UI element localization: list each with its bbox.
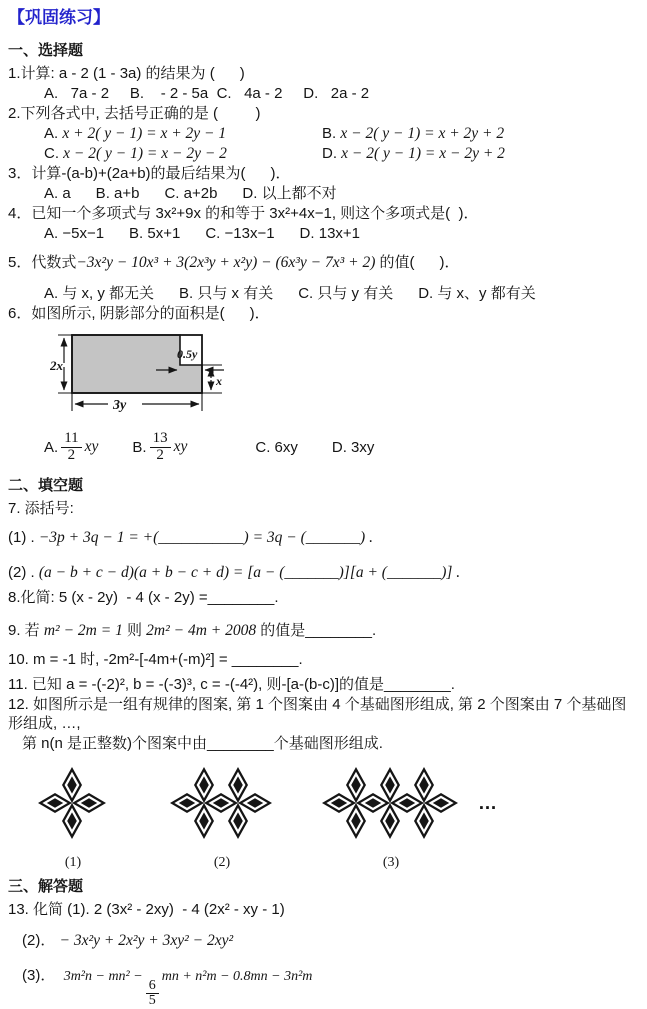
q2-options-row1 bbox=[8, 124, 637, 143]
q4-options: A. −5x−1 B. 5x+1 C. −13x−1 D. 13x+1 bbox=[44, 225, 361, 242]
q8-text: 8.化简: 5 (x - 2y) - 4 (x - 2y) =________. bbox=[8, 588, 279, 606]
q2-option-c: C. x − 2( y − 1) = x − 2y − 2 bbox=[44, 145, 227, 162]
section-choice-heading: 一、选择题 bbox=[8, 42, 84, 59]
pattern-figure-row bbox=[38, 757, 637, 871]
q7-part2: (2) . (a − b + c − d)(a + b − c + d) = [a − (_______)][a + (_______)] . bbox=[8, 563, 461, 581]
q6-text: 6．如图所示, 阴影部分的面积是( )． bbox=[8, 305, 270, 322]
pattern-item bbox=[322, 757, 460, 871]
flower-pattern-svg bbox=[38, 757, 108, 849]
q10-text: 10. m = -1 时, -2m²-[-4m+(-m)²] = ________. bbox=[8, 650, 303, 668]
q3-options: A. a B. a+b C. a+2b D. 以上都不对 bbox=[44, 185, 337, 202]
q12-line2: 第 n(n 是正整数)个图案中由________个基础图形组成. bbox=[22, 734, 383, 752]
q9-text: 9. 若 m² − 2m = 1 则 2m² − 4m + 2008 的值是________. bbox=[8, 621, 377, 639]
label-x: x bbox=[216, 374, 222, 388]
label-05y: 0.5y bbox=[177, 347, 198, 361]
q4-text: 4．已知一个多项式与 3x²+9x 的和等于 3x²+4x−1, 则这个多项式是( )． bbox=[8, 205, 479, 222]
pattern-item bbox=[170, 757, 274, 871]
shaded-area-figure-svg bbox=[50, 329, 232, 417]
q13-fraction: $\frac{6}{5}$ bbox=[146, 979, 159, 1009]
q6-option-b-fraction: $\frac{13}{2}$ bbox=[150, 431, 171, 464]
q5-options: A. 与 x, y 都无关 B. 只与 x 有关 C. 只与 y 有关 D. 与 x、y 都有关 bbox=[44, 285, 536, 302]
q6-option-a-label: A. bbox=[44, 438, 59, 456]
shaded-area-figure bbox=[50, 329, 637, 421]
q6-option-c: C. 6xy bbox=[255, 438, 298, 456]
q5-text: 5．代数式−3x²y − 10x³ + 3(2x³y + x²y) − (6x³y − 7x³ + 2) 的值( )． bbox=[8, 254, 460, 271]
section-blank-heading: 二、填空题 bbox=[8, 476, 84, 494]
pattern-label: (2) bbox=[213, 854, 231, 870]
q6-option-a-var: xy bbox=[84, 438, 99, 456]
q1-text: 1.计算: a - 2 (1 - 3a) 的结果为 ( ) bbox=[8, 65, 245, 82]
q6-option-a-fraction: $\frac{11}{2}$ bbox=[61, 431, 81, 464]
flower-pattern-svg bbox=[170, 757, 274, 849]
pattern-item bbox=[38, 757, 108, 871]
shaded-region bbox=[72, 335, 202, 393]
q2-options-row2 bbox=[8, 144, 637, 163]
q7-text: 7. 添括号: bbox=[8, 499, 74, 517]
q6-option-d: D. 3xy bbox=[331, 438, 375, 456]
label-2x: 2x bbox=[50, 358, 63, 373]
q2-option-b: B. x − 2( y − 1) = x + 2y + 2 bbox=[322, 125, 505, 142]
q1-options: A. 7a - 2 B. - 2 - 5a C. 4a - 2 D. 2a - 2 bbox=[44, 85, 370, 102]
q11-text: 11. 已知 a = -(-2)², b = -(-3)³, c = -(-4²), 则-[a-(b-c)]的值是________. bbox=[8, 675, 455, 693]
q2-option-a: A. x + 2( y − 1) = x + 2y − 1 bbox=[44, 125, 227, 142]
q6-options bbox=[8, 431, 637, 464]
q13-part3: (3)． 3m²n − mn² − $\frac{6}{5}$ mn + n²m − 0.8mn − 3n²m bbox=[22, 966, 313, 1009]
page-title: 【巩固练习】 bbox=[8, 8, 110, 27]
q6-option-b-var: xy bbox=[173, 438, 188, 456]
pattern-label: (1) bbox=[64, 854, 82, 870]
q2-option-d: D. x − 2( y − 1) = x − 2y + 2 bbox=[322, 145, 505, 162]
q6-option-b-label: B. bbox=[132, 438, 147, 456]
section-solve-heading: 三、解答题 bbox=[8, 877, 84, 895]
q13-part2: (2)． − 3x²y + 2x²y + 3xy² − 2xy² bbox=[22, 931, 234, 949]
pattern-ellipsis: … bbox=[478, 792, 499, 814]
flower-pattern-svg bbox=[322, 757, 460, 849]
q12-line1: 12. 如图所示是一组有规律的图案, 第 1 个图案由 4 个基础图形组成, 第 2 个图案由 7 个基础图形组成, …, bbox=[8, 695, 627, 732]
q13-line1: 13. 化简 (1). 2 (3x² - 2xy) - 4 (2x² - xy - 1) bbox=[8, 900, 285, 918]
q7-part1: (1) . −3p + 3q − 1 = +(___________) = 3q − (_______) . bbox=[8, 528, 373, 546]
q2-text: 2.下列各式中, 去括号正确的是 ( ) bbox=[8, 105, 261, 122]
q3-text: 3．计算-(a-b)+(2a+b)的最后结果为( )． bbox=[8, 165, 291, 182]
label-3y: 3y bbox=[113, 398, 127, 413]
pattern-label: (3) bbox=[382, 854, 400, 870]
